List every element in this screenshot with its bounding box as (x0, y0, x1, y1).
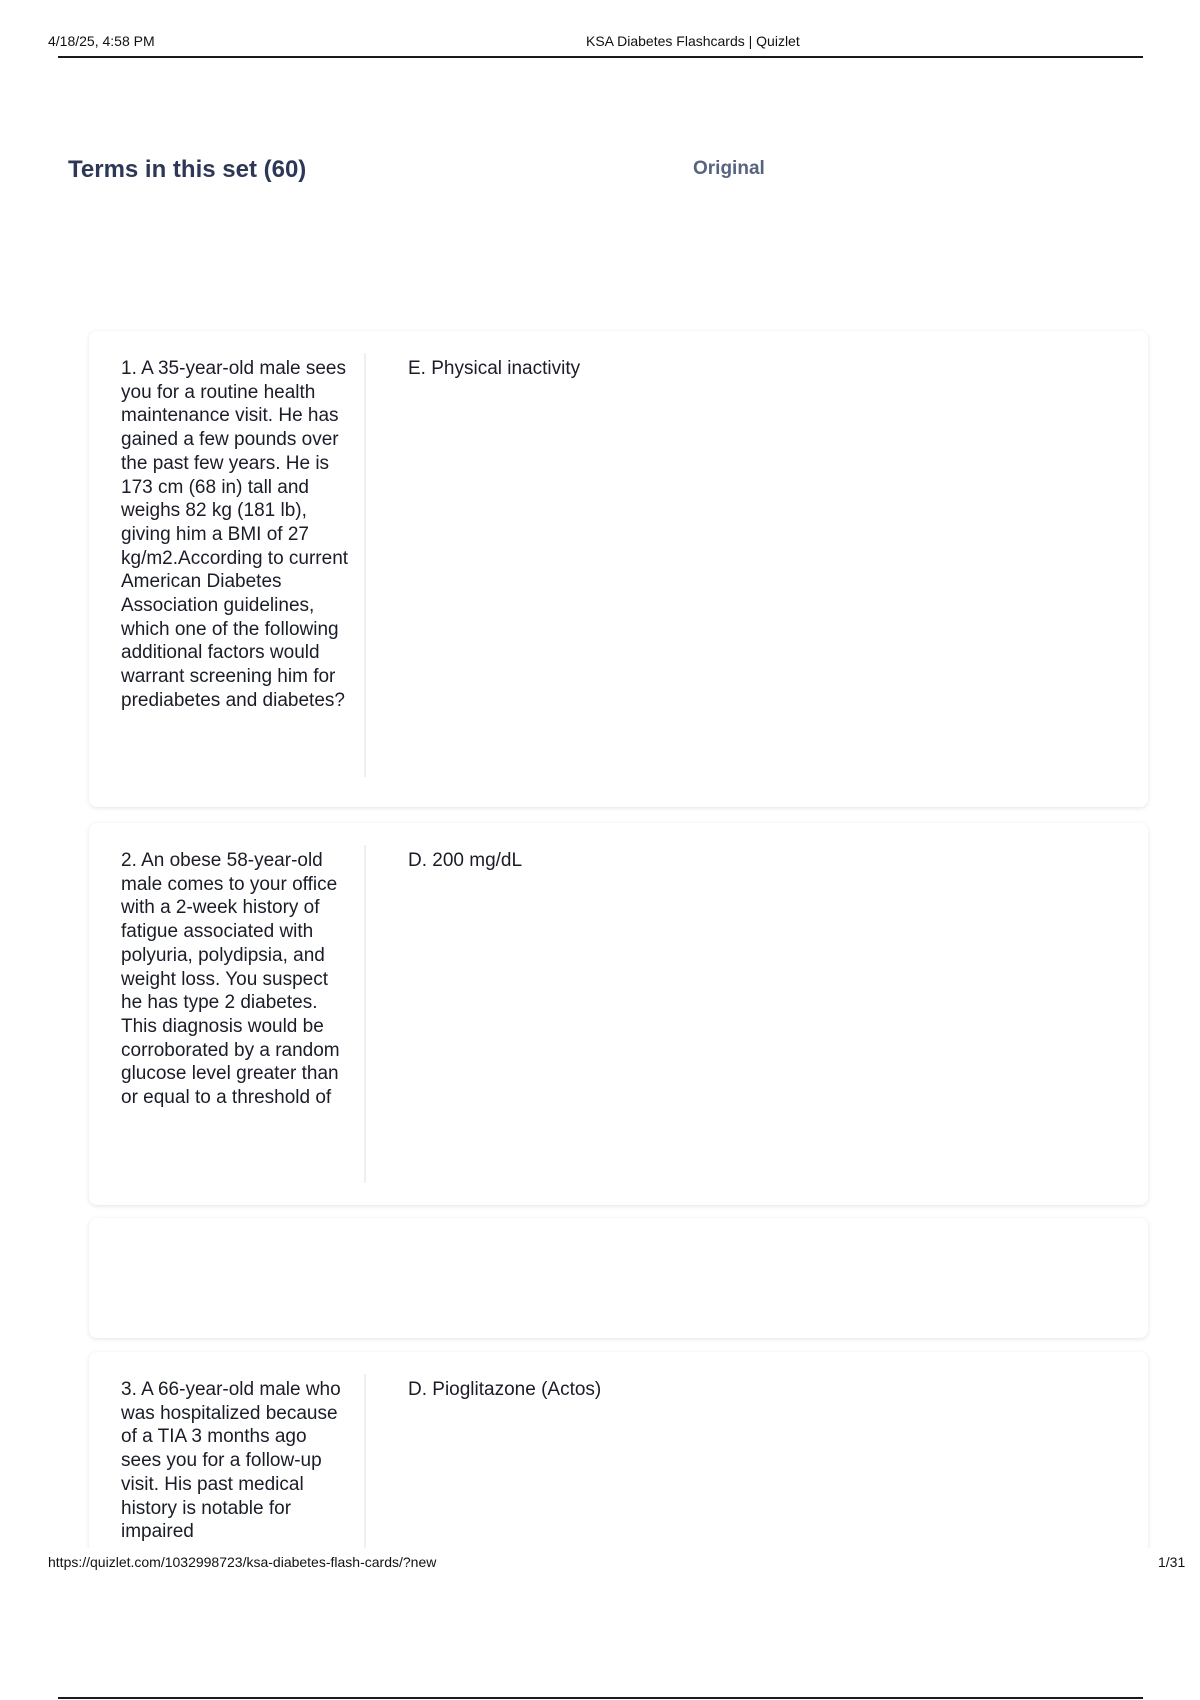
print-page-title: KSA Diabetes Flashcards | Quizlet (586, 33, 800, 49)
terms-heading: Terms in this set (60) (68, 156, 307, 183)
card-definition: E. Physical inactivity (408, 358, 581, 379)
card-term: 1. A 35-year-old male sees you for a routine health maintenance visit. He has gained a few pounds over the past few years. He is 173 cm (68 in) tall and weighs 82 kg (181 lb), giving him a BMI of 27 kg/m2.According to current American Diabetes Association guidelines, which one of the following additional factors would warrant screening him for prediabetes and diabetes? (121, 358, 349, 711)
card-divider (364, 845, 366, 1183)
flashcard-1 (89, 331, 1148, 807)
print-date: 4/18/25, 4:58 PM (48, 33, 155, 49)
flashcard-3 (89, 1352, 1148, 1552)
card-definition: D. 200 mg/dL (408, 850, 523, 871)
header-divider (58, 56, 1143, 58)
page-number: 1/31 (1158, 1554, 1186, 1570)
card-term: 3. A 66-year-old male who was hospitalized because of a TIA 3 months ago sees you for a follow-up visit. His past medical history is notable for impaired (121, 1379, 341, 1543)
ad-placeholder-card (89, 1218, 1148, 1338)
footer-divider (58, 1697, 1143, 1699)
card-divider (364, 1374, 366, 1574)
print-footer (0, 1548, 1200, 1700)
card-term: 2. An obese 58-year-old male comes to your office with a 2-week history of fatigue associated with polyuria, polydipsia, and weight loss. You suspect he has type 2 diabetes. This diagnosis would be corroborated by a random glucose level greater than or equal to a threshold of (121, 850, 340, 1109)
flashcard-2 (89, 823, 1148, 1205)
sort-original-button[interactable]: Original (693, 158, 765, 179)
print-url: https://quizlet.com/1032998723/ksa-diabetes-flash-cards/?new (48, 1554, 437, 1570)
card-divider (364, 353, 366, 777)
print-header (0, 0, 1200, 60)
card-definition: D. Pioglitazone (Actos) (408, 1379, 602, 1400)
